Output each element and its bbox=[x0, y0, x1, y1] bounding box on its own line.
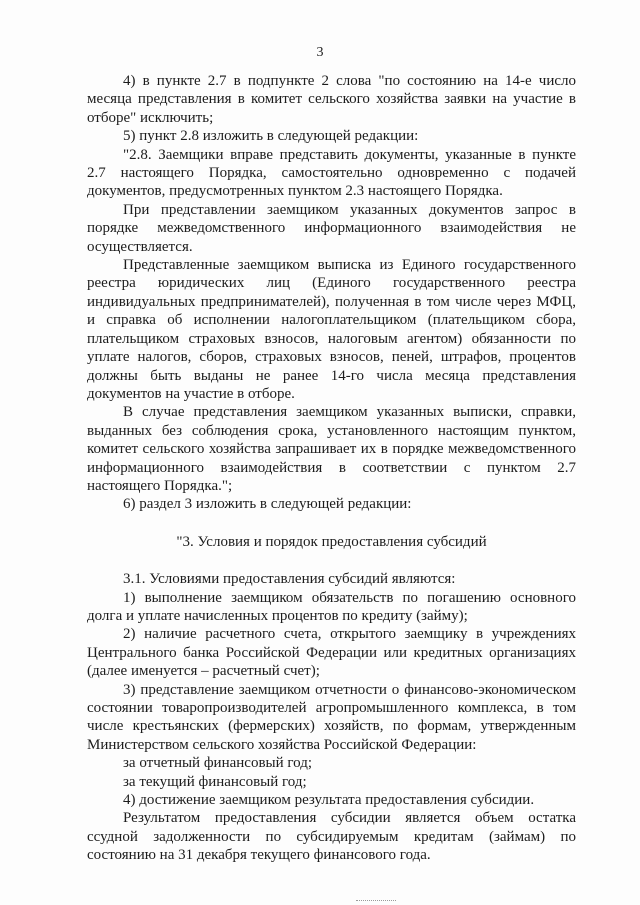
paragraph-2-8: "2.8. Заемщики вправе представить документы, указанные в пункте 2.7 настоящего Порядка, самостоятельно одновременно с подачей документов, предусмотренных пунктом 2.3 настоящего Порядка. bbox=[87, 146, 576, 200]
document-body bbox=[87, 72, 576, 865]
paragraph-condition-1: 1) выполнение заемщиком обязательств по погашению основного долга и уплате начисленных процентов по кредиту (займу); bbox=[87, 589, 576, 624]
section-heading: "3. Условия и порядок предоставления субсидий bbox=[176, 533, 487, 550]
page-number: 3 bbox=[316, 45, 324, 60]
paragraph-conditions-intro: 3.1. Условиями предоставления субсидий являются: bbox=[123, 571, 456, 588]
paragraph-no-request: При представлении заемщиком указанных документов запрос в порядке межведомственного информационного взаимодействия не осуществляется. bbox=[87, 201, 576, 255]
paragraph-item-5: 5) пункт 2.8 изложить в следующей редакции: bbox=[123, 128, 419, 145]
paragraph-condition-4: 4) достижение заемщиком результата предоставления субсидии. bbox=[123, 792, 535, 809]
paragraph-late-documents: В случае представления заемщиком указанных выписки, справки, выданных без соблюдения срока, установленного настоящим пунктом, комитет сельского хозяйства запрашивает их в порядке межведомственного информационного взаимодействия в соответствии с пунктом 2.7 настоящего Порядка."; bbox=[87, 404, 576, 494]
paragraph-current-year: за текущий финансовый год; bbox=[123, 773, 307, 790]
paragraph-extract-deadline: Представленные заемщиком выписка из Единого государственного реестра юридических лиц (Единого государственного реестра индивидуальных предпринимателей), полученная в том числе через МФЦ, и справка об исполнении налогоплательщиком (плательщиком сбора, плательщиком страховых взносов, налоговым агентом) обязанности по уплате налогов, сборов, страховых взносов, пеней, штрафов, процентов должны быть выданы не ранее 14-го числа месяца представления документов на участие в отборе. bbox=[87, 257, 576, 402]
scan-artifact bbox=[356, 900, 396, 902]
paragraph-item-6: 6) раздел 3 изложить в следующей редакции: bbox=[123, 496, 412, 513]
paragraph-item-4: 4) в пункте 2.7 в подпункте 2 слова "по состоянию на 14-е число месяца представления в комитет сельского хозяйства заявки на участие в отборе" исключить; bbox=[87, 73, 576, 126]
paragraph-reporting-year: за отчетный финансовый год; bbox=[123, 755, 313, 772]
paragraph-condition-3: 3) представление заемщиком отчетности о финансово-экономическом состоянии товаропроизводителей агропромышленного комплекса, в том числе крестьянских (фермерских) хозяйств, по формам, утвержденным Министерством сельского хозяйства Российской Федерации: bbox=[87, 681, 576, 753]
paragraph-result: Результатом предоставления субсидии является объем остатка ссудной задолженности по субсидируемым кредитам (займам) по состоянию на 31 декабря текущего финансового года. bbox=[87, 810, 576, 864]
paragraph-condition-2: 2) наличие расчетного счета, открытого заемщику в учреждениях Центрального банка Российской Федерации или кредитных организациях (далее именуется – расчетный счет); bbox=[87, 626, 576, 680]
